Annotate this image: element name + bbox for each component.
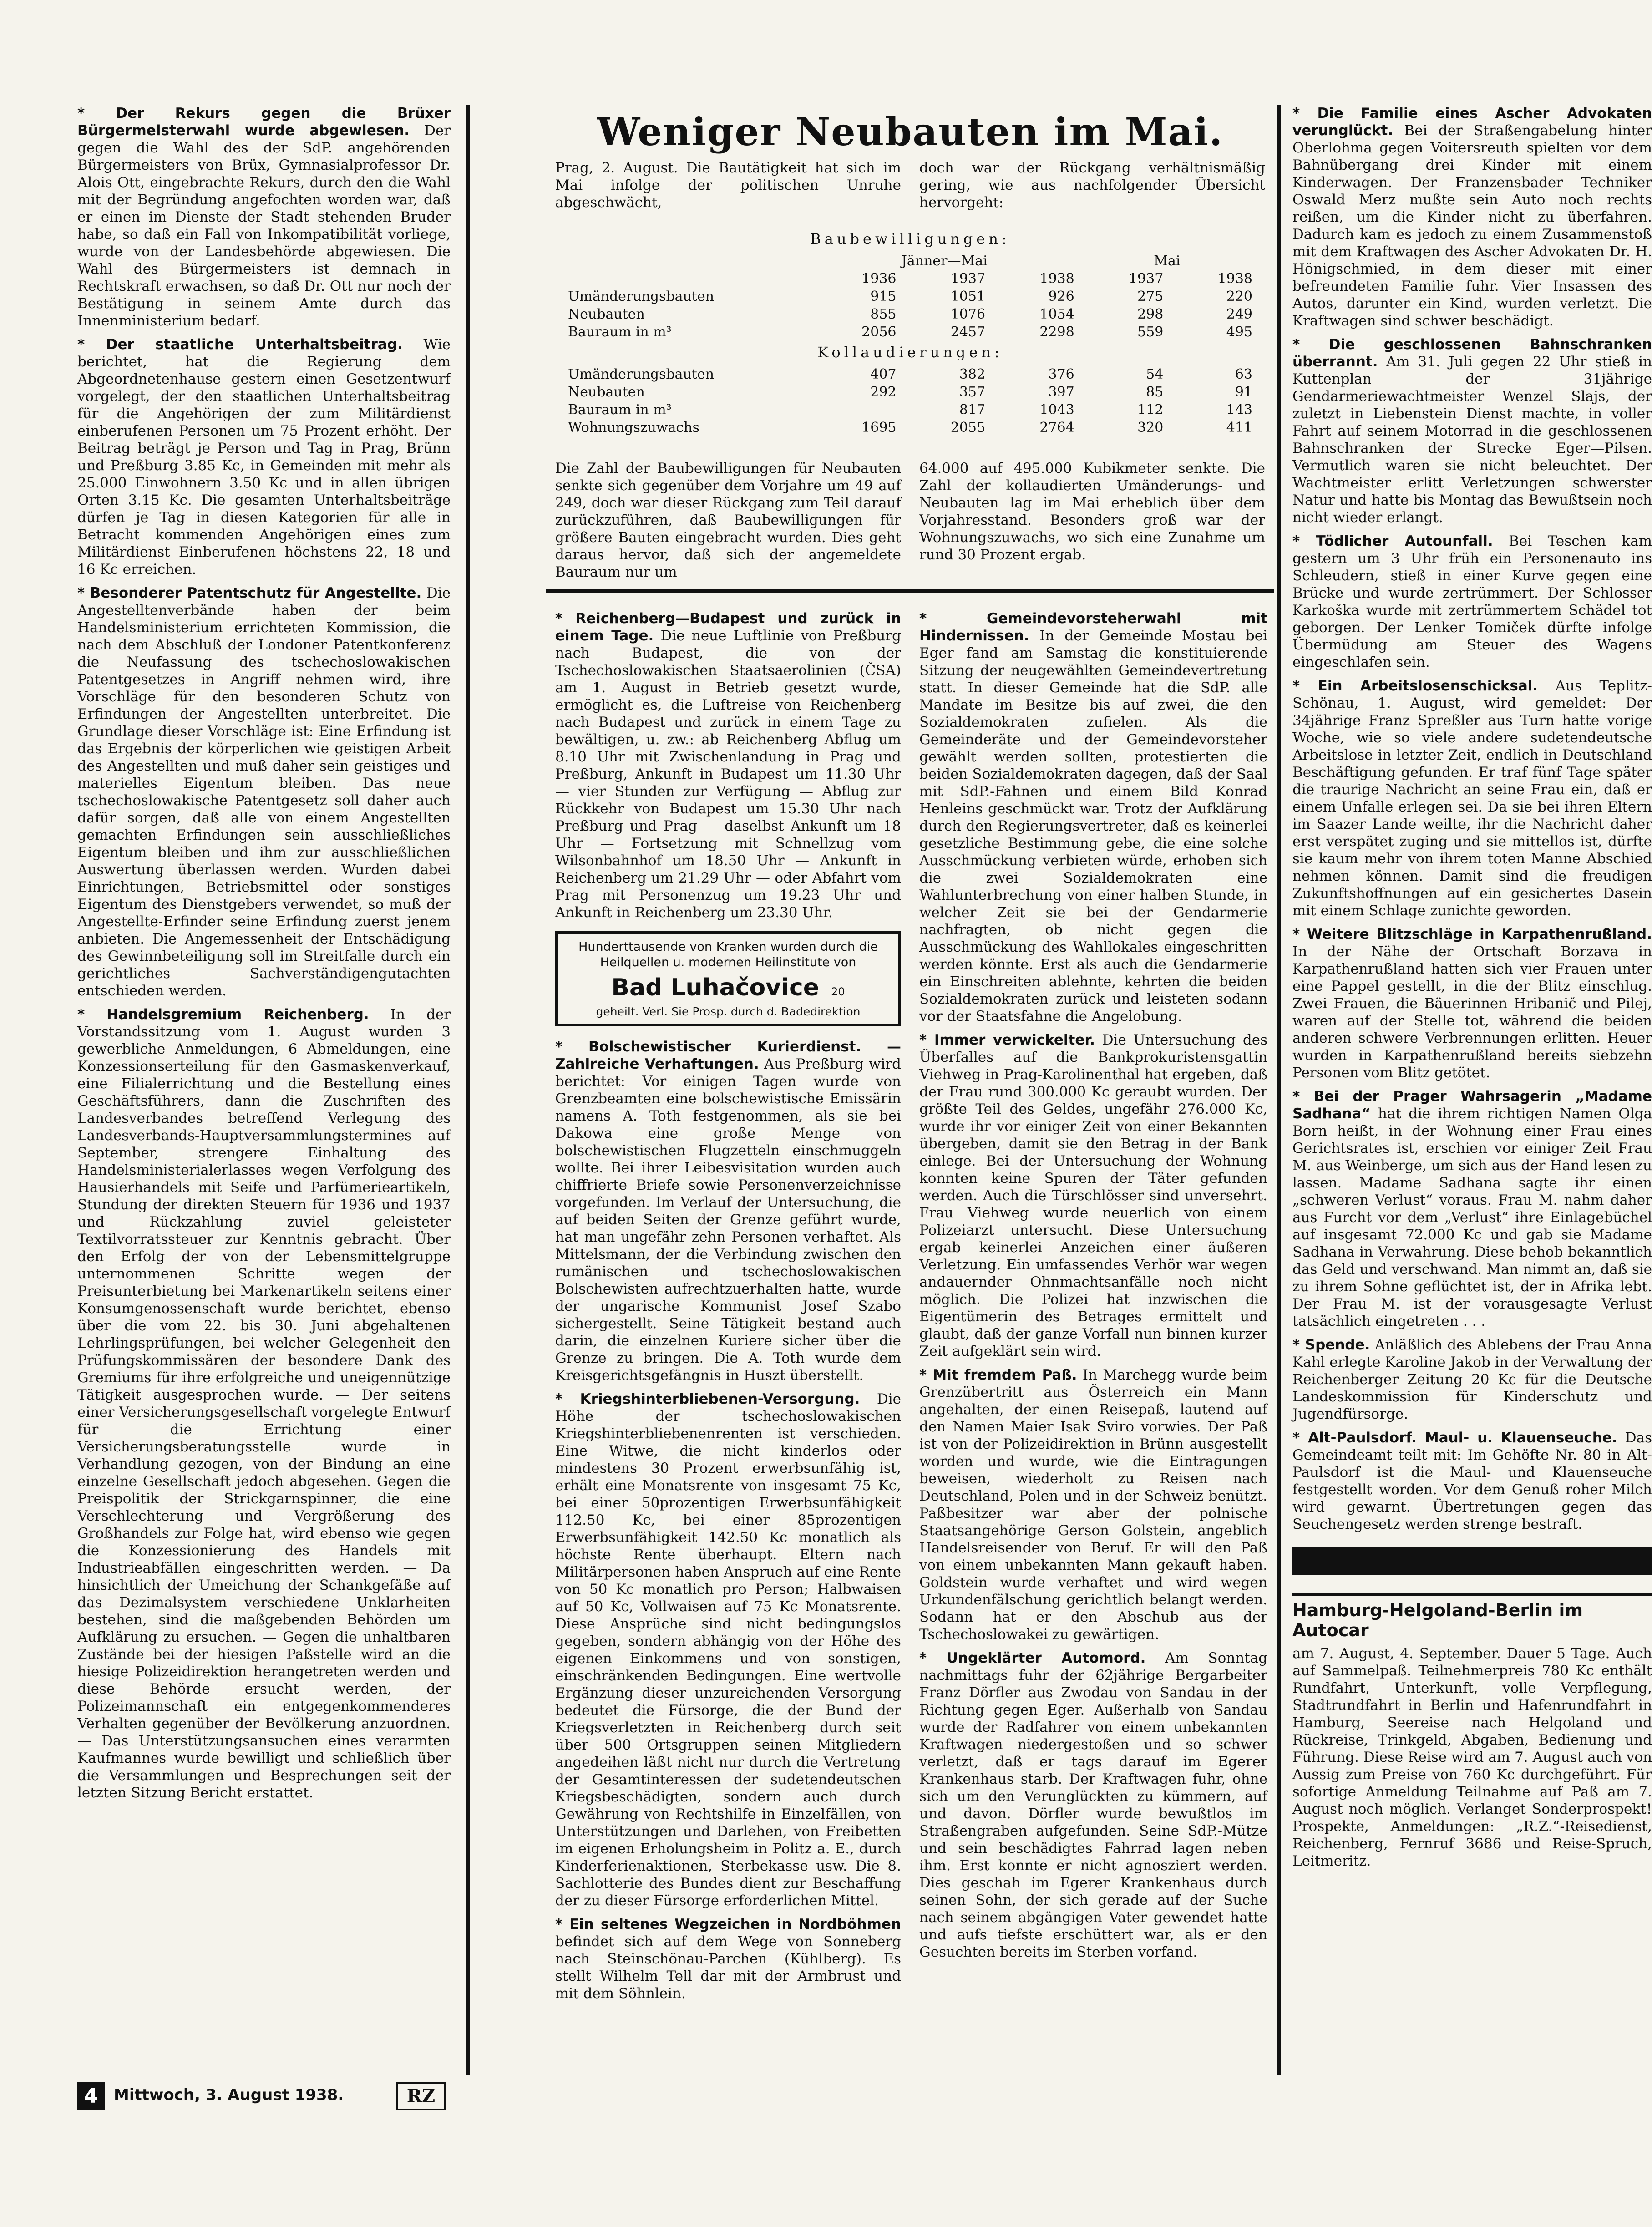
ad-name: [564, 974, 892, 1001]
ad-line-1: Hunderttausende von Kranken wurden durch die Heilquellen u. modernen Heilinstitute von: [578, 940, 878, 969]
article: [1292, 926, 1652, 1081]
black-bar: [1292, 1547, 1652, 1575]
article-headline: * Ungeklärter Automord.: [919, 1650, 1146, 1666]
article: [1292, 105, 1652, 330]
permits-table: [564, 252, 1256, 341]
table-row: Wohnungszuwachs 1695 2055 2764 320 411: [568, 420, 1252, 436]
article-text: Bei Teschen kam gestern um 3 Uhr früh ein Personenauto ins Schleudern, stieß in einer Kurve gegen eine Brücke und wurde zertrümmert. Der Schlosser Karkoška wurde mit zertrümmertem Schädel tot geborgen. Der Lenker Tomiček dürfte infolge Übermüdung am Steuer des Wagens eingeschlafen sein.: [1292, 533, 1652, 670]
article-text: Die Höhe der tschechoslowakischen Kriegshinterbliebenenrenten ist verschieden. Eine Witwe, die nicht kinderlos oder mindestens 30 Prozent erwerbsunfähig ist, erhält eine Monatsrente von insgesamt 75 Kc, bei einer 50prozentigen Erwerbsunfähigkeit 112.50 Kc, bei einer 85prozentigen Erwerbsunfähigkeit 142.50 Kc monatlich als höchste Rente überhaupt. Eltern nach Militärpersonen haben Anspruch auf eine Rente von 50 Kc monatlich pro Person; Halbwaisen auf 50 Kc, Vollwaisen auf 75 Kc Monatsrente. Diese Ansprüche sind nicht bedingungslos gegeben, sondern abhängig von der Höhe des eigenen Einkommens und von sonstigen, einschränkenden Bedingungen. Eine wertvolle Ergänzung dieser unzureichenden Versorgung bedeutet die Fürsorge, die der Bund der Kriegsverletzten in Reichenberg durch seit über 500 Ortsgruppen seinen Mitgliedern angedeihen läßt nicht nur durch die Vertretung der Gesamtinteressen der sudetendeutschen Kriegsbeschädigten, sondern auch durch Gewährung von Rechtshilfe in Einzelfällen, von Unterstützungen und Darlehen, von Freibetten im eigenen Erholungsheim in Politz a. E., durch Kinderferienaktionen, Sterbekasse usw. Die 8. Sachlotterie des Bundes dient zur Beschaffung der zu dieser Fürsorge erforderlichen Mittel.: [555, 1391, 902, 1909]
table-header-row: [564, 270, 1256, 288]
table-row: Umänderungsbauten 915 1051 926 275 220: [568, 289, 1252, 304]
article: [1292, 1336, 1652, 1423]
article-text: Anläßlich des Ablebens der Frau Anna Kahl erlegte Karoline Jakob in der Verwaltung der Reichenberger Zeitung 20 Kc für die Deutsche Landeskommission für Kinderschutz und Jugendfürsorge.: [1292, 1337, 1652, 1422]
trip-ad-text: am 7. August, 4. September. Dauer 5 Tage. Auch auf Sammelpaß. Teilnehmerpreis 780 Kc enthält Rundfahrt, Unterkunft, volle Verpflegung, Stadtrundfahrt in Berlin und Hafenrundfahrt in Hamburg, Seereise nach Helgoland und Rückreise, Trinkgeld, Abgaben, Bedienung und Führung. Diese Reise wird am 7. August auch von Aussig zum Preise von 760 Kc durchgeführt. Für sofortige Anmeldung Teilnahme auf Paß am 7. August noch möglich. Verlanget Sonderprospekt! Prospekte, Anmeldungen: „R.Z.“-Reisedienst, Reichenberg, Fernruf 3686 und Reise-Spruch, Leitmeritz.: [1292, 1645, 1652, 1869]
article-headline: * Weitere Blitzschläge in Karpathenrußland.: [1292, 926, 1652, 943]
group-header: Mai: [1154, 253, 1181, 269]
statistics-table: [555, 228, 1265, 436]
column-divider: [466, 105, 470, 2075]
article: [1292, 677, 1652, 919]
column-3: [919, 610, 1267, 2075]
article: [77, 336, 451, 578]
article-headline: * Die geschlossenen Bahnschranken überrannt.: [1292, 336, 1652, 370]
ad-line-3: geheilt. Verl. Sie Prosp. durch d. Badedirektion: [596, 1005, 861, 1018]
article-headline: * Besonderer Patentschutz für Angestellte.: [77, 585, 422, 601]
article-text: Die Untersuchung des Überfalles auf die Bankprokuristensgattin Viehweg in Prag-Karolinenthal hat ergeben, daß der Frau rund 300.000 Kc geraubt wurden. Der größte Teil des Geldes, ungefähr 276.000 Kc, wurde ihr vor einiger Zeit von einer Bekannten übergeben, damit sie den Betrag in der Bank einlege. Bei der Untersuchung der Wohnung konnten keine Spuren der Täter gefunden werden. Auch die Türschlösser sind unversehrt. Frau Viehweg wurde neuerlich von einem Polizeiarzt untersucht. Diese Untersuchung ergab keinerlei Anzeichen einer äußeren Verletzung. Ein umfassendes Verhör war wegen andauernder Ohnmachtsanfälle noch nicht möglich. Die Polizei hat inzwischen die Eigentümerin des Betrages ermittelt und glaubt, daß der ganze Vorfall nun binnen kurzer Zeit aufgeklärt sein wird.: [919, 1032, 1267, 1360]
article-text: befindet sich auf dem Wege von Sonneberg nach Steinschönau-Parchen (Kühlberg). Es stellt Wilhelm Tell dar mit der Armbrust und mit dem Söhnlein.: [555, 1933, 901, 2002]
article: [919, 610, 1267, 1025]
year-header: 1937: [950, 271, 986, 287]
issue-date: Mittwoch, 3. August 1938.: [114, 2086, 344, 2104]
stats-title-permits: Baubewilligungen:: [810, 230, 1010, 248]
article-headline: * Gemeindevorsteherwahl mit Hindernissen.: [919, 610, 1267, 644]
article-headline: * Handelsgremium Reichenberg.: [77, 1006, 369, 1023]
construction-report: [546, 105, 1274, 593]
article-text: Bei der Straßengabelung hinter Oberlohma gegen Voitersreuth spielten vor dem Bahnübergang drei Kinder mit einem Kinderwagen. Der Franzensbader Techniker Oswald Merz mußte sein Auto noch rechts reißen, um die Kinder nicht zu überfahren. Dadurch kam es jedoch zu einem Zusammenstoß mit dem Kraftwagen des Ascher Advokaten Dr. H. Hönigschmied, in dem dieser mit einer befreundeten Familie fuhr. Vier Insassen des Autos, darunter ein Kind, wurden verletzt. Die Kraftwagen sind schwer beschädigt.: [1292, 122, 1652, 329]
article: [555, 610, 901, 921]
article-headline: * Spende.: [1292, 1337, 1370, 1353]
article-text: Am Sonntag nachmittags fuhr der 62jährige Bergarbeiter Franz Dörfler aus Zwodau von Sandau in der Richtung gegen Eger. Außerhalb von Sandau wurde der Radfahrer von einem unbekannten Kraftwagen niedergestoßen und so schwer verletzt, daß er tags darauf im Egerer Krankenhaus starb. Der Kraftwagen fuhr, ohne sich um den Verunglückten zu kümmern, auf und davon. Dörfler wurde bewußtlos im Straßengraben aufgefunden. Seine SdP.-Mütze und sein beschädigtes Fahrrad lagen neben ihm. Erst konnte er nicht agnosziert werden. Dies geschah im Egerer Krankenhaus durch seinen Sohn, der sich gerade auf der Suche nach seinem abgängigen Vater gewendet hatte und aufs tiefste erschüttert war, als er den Gesuchten bereits im Sterben vorfand.: [919, 1650, 1267, 1960]
article: [1292, 336, 1652, 526]
table-row: Umänderungsbauten 407 382 376 54 63: [568, 366, 1252, 382]
article: [919, 1031, 1267, 1360]
column-2: [555, 610, 901, 2075]
article-headline: * Bei der Prager Wahrsagerin „Madame Sadhana“: [1292, 1088, 1652, 1122]
article-headline: * Mit fremdem Paß.: [919, 1367, 1077, 1383]
report-intro-right: doch war der Rückgang verhältnismäßig gering, wie aus nachfolgender Übersicht hervorgeht:: [919, 160, 1265, 211]
report-outro-left: Die Zahl der Baubewilligungen für Neubauten senkte sich gegenüber dem Vorjahre um 49 auf 249, doch war dieser Rückgang zum Teil darauf zurückzuführen, daß Baubewilligungen für größere Bauten eingebracht wurden. Dies geht daraus hervor, daß sich der angemeldete Bauraum nur um: [555, 460, 901, 580]
article: [919, 1649, 1267, 1961]
page-number: 4: [77, 2082, 105, 2110]
stats-title-inspections: Kollaudierungen:: [817, 344, 1003, 361]
inspections-table: [564, 365, 1256, 436]
advertisement-bad-luhacovice: [555, 931, 901, 1026]
trip-ad-title: Hamburg-Helgoland-Berlin im Autocar: [1292, 1593, 1652, 1640]
column-4: [1292, 105, 1652, 2075]
article-headline: * Ein seltenes Wegzeichen in Nordböhmen: [555, 1916, 901, 1933]
column-1: [77, 105, 451, 2075]
article: [77, 1006, 451, 1801]
article: [1292, 533, 1652, 671]
article: [1292, 1429, 1652, 1533]
year-header: 1936: [861, 271, 897, 287]
ad-name-text: Bad Luhačovice: [611, 974, 820, 1001]
newspaper-logo: RZ: [396, 2082, 446, 2110]
article-text: In der Gemeinde Mostau bei Eger fand am Samstag die konstituierende Sitzung der neugewählten Gemeindevertretung statt. In dieser Gemeinde hat die SdP. alle Mandate im Besitze bis auf zwei, die den Sozialdemokraten zufielen. Als die Gemeinderäte und der Gemeindevorsteher gewählt werden sollten, protestierten die beiden Sozialdemokraten dagegen, daß der Saal mit SdP.-Fahnen und einem Bild Konrad Henleins geschmückt war. Trotz der Aufklärung durch den Regierungsvertreter, daß es keinerlei gesetzliche Bestimmung gebe, die eine solche Ausschmückung verbieten würde, erhoben sich die zwei Sozialdemokraten eine Wahlunterbrechung von einer halben Stunde, in welcher Zeit sie bei der Gendarmerie nachfragten, ob nicht gegen die Ausschmückung des Wahllokales eingeschritten werden könnte. Erst als auch die Gendarmerie ein Einschreiten ablehnte, kehrten die beiden Sozialdemokraten zurück und leisteten sodann vor der Staatsfahne die Angelobung.: [919, 628, 1267, 1025]
column-divider: [1277, 105, 1281, 2075]
newspaper-page: [77, 105, 1652, 2108]
report-intro-left: Prag, 2. August. Die Bautätigkeit hat sich im Mai infolge der politischen Unruhe abgeschwächt,: [555, 160, 901, 211]
year-header: 1938: [1217, 271, 1252, 287]
article-text: Aus Teplitz-Schönau, 1. August, wird gemeldet: Der 34jährige Franz Spreßler aus Turn hatte vorige Woche, wie so viele andere sudetendeutsche Arbeitslose in letzter Zeit, endlich in Deutschland Beschäftigung gefunden. Er traf fünf Tage später die traurige Nachricht an seine Frau ein, daß er einem Unfalle erlegen sei. Da sie bei ihren Eltern im Saazer Lande weilte, ihr die Nachricht daher erst verspätet zuging und sie mittellos ist, dürfte sie kaum mehr von ihrem toten Manne Abschied nehmen können. Damit sind die freudigen Zukunftshoffnungen auf ein gesichertes Dasein mit einem Schlage zunichte geworden.: [1292, 678, 1652, 919]
article-headline: * Tödlicher Autounfall.: [1292, 533, 1493, 549]
article-text: Die Angestelltenverbände haben der beim Handelsministerium errichteten Kommission, die nach dem Abschluß der Londoner Patentkonferenz die Neufassung des tschechoslowakischen Patentgesetzes in Angriff nehmen wird, ihre Vorschläge für den besonderen Schutz von Erfindungen der Angestellten unterbreitet. Die Grundlage dieser Vorschläge ist: Eine Erfindung ist das Ergebnis der körperlichen wie geistigen Arbeit des Angestellten und muß daher sein geistiges und materielles Eigentum bleiben. Das neue tschechoslowakische Patentgesetz soll daher auch dafür sorgen, daß alle von einem Angestellten gemachten Erfindungen sein ausschließliches Eigentum bleiben und ihm zur ausschließlichen Auswertung überlassen werden. Wurden dabei Einrichtungen, Betriebsmittel oder sonstiges Eigentum des Dienstgebers verwendet, so muß der Angestellte-Erfinder seine Erfindung zuerst jenem anbieten. Die Angemessenheit der Entschädigung des Gewinnbeteiligung soll im Streitfalle durch ein gerichtliches Sachverständigengutachten entschieden werden.: [77, 585, 451, 999]
report-outro-right: 64.000 auf 495.000 Kubikmeter senkte. Die Zahl der kollaudierten Umänderungs- und Neubauten lag im Mai erheblich über dem Vorjahresstand. Besonders groß war der Wohnungszuwachs, wo sich eine Zunahme um rund 30 Prozent ergab.: [919, 460, 1265, 563]
year-header: 1937: [1128, 271, 1164, 287]
main-headline: Weniger Neubauten im Mai.: [597, 109, 1224, 154]
article: [77, 584, 451, 999]
article-headline: * Die Familie eines Ascher Advokaten verunglückt.: [1292, 105, 1652, 139]
group-header: Jänner—Mai: [901, 253, 988, 269]
article-text: Der gegen die Wahl des der SdP. angehörenden Bürgermeisters von Brüx, Gymnasialprofessor Dr. Alois Ott, eingebrachte Rekurs, durch den die Wahl mit der Begründung angefochten worden war, daß er einen im Dienste der Stadt stehenden Bruder habe, so daß ein Fall von Inkompatibilität vorliege, wurde von der Landesbehörde abgewiesen. Die Wahl des Bürgermeisters ist demnach in Rechtskraft erwachsen, so daß Dr. Ott nur noch der Bestätigung in seinem Amte durch das Innenministerium bedarf.: [77, 122, 451, 329]
article-text: Wie berichtet, hat die Regierung dem Abgeordnetenhause gestern einen Gesetzentwurf vorgelegt, der den staatlichen Unterhaltsbeitrag für die Angehörigen der zum Militärdienst einberufenen Personen um 75 Prozent erhöht. Der Beitrag beträgt je Person und Tag in Prag, Brünn und Preßburg 3.85 Kc, in Gemeinden mit mehr als 25.000 Einwohnern 3.50 Kc und in allen übrigen Orten 3.15 Kc. Die gesamten Unterhaltsbeiträge dürfen je Tag in diesen Kategorien für alle in Betracht kommenden Angehörigen eines zum Militärdienst Einberufenen höchstens 22, 18 und 16 Kc erreichen.: [77, 336, 451, 578]
page-footer: [77, 2082, 469, 2112]
article-text: hat die ihrem richtigen Namen Olga Born heißt, in der Wohnung einer Frau eines Gerichtsrates ist, erschien vor einiger Zeit Frau M. aus Weinberge, um sich aus der Hand lesen zu lassen. Madame Sadhana sagte ihr einen „schweren Verlust“ voraus. Frau M. nahm daher aus Furcht vor dem „Verlust“ ihre Einlagebüchel auf insgesamt 72.000 Kc und gab sie Madame Sadhana in Verwahrung. Diese behob bekanntlich das Geld und verschwand. Man nimmt an, daß sie zu ihrem Sohne geflüchtet ist, der in Afrika lebt. Der Frau M. ist der vorausgesagte Verlust tatsächlich eingetreten . . .: [1292, 1106, 1652, 1329]
article-headline: * Reichenberg—Budapest und zurück in einem Tage.: [555, 610, 901, 644]
table-row: Bauraum in m³ 817 1043 112 143: [568, 402, 1252, 418]
article-text: Die neue Luftlinie von Preßburg nach Budapest, die von der Tschechoslowakischen Staatsaerolinien (ČSA) am 1. August in Betrieb gesetzt wurde, ermöglicht es, die Luftreise von Reichenberg nach Budapest und zurück in einem Tage zu bewältigen, u. zw.: ab Reichenberg Abflug um 8.10 Uhr mit Zwischenlandung in Prag und Preßburg, Ankunft in Budapest um 11.30 Uhr — vier Stunden zur Verfügung — Abflug zur Rückkehr von Budapest um 15.30 Uhr nach Preßburg und Prag — daselbst Ankunft um 18 Uhr — Fortsetzung mit Schnellzug vom Wilsonbahnhof um 18.50 Uhr — Ankunft in Reichenberg um 21.29 Uhr — oder Abfahrt vom Prag mit Personenzug um 19.23 Uhr und Ankunft in Reichenberg um 23.30 Uhr.: [555, 628, 901, 921]
article-text: Am 31. Juli gegen 22 Uhr stieß in Kuttenplan der 31jährige Gendarmeriewachtmeister Wenzel Slajs, der zuletzt in Liebenstein Dienst machte, in voller Fahrt auf seinem Motorrad in die geschlossenen Bahnschranken der Strecke Eger—Pilsen. Vermutlich waren sie nicht beleuchtet. Der Wachtmeister erlitt Verletzungen schwerster Natur und hatte bis Montag das Bewußtsein noch nicht wieder erlangt.: [1292, 354, 1652, 526]
table-row: Bauraum in m³ 2056 2457 2298 559 495: [568, 324, 1252, 340]
article-headline: * Immer verwickelter.: [919, 1032, 1095, 1048]
ad-code: 20: [831, 985, 845, 998]
table-row: Neubauten 855 1076 1054 298 249: [568, 306, 1252, 322]
article-headline: * Alt-Paulsdorf. Maul- u. Klauenseuche.: [1292, 1430, 1617, 1446]
article-headline: * Ein Arbeitslosenschicksal.: [1292, 678, 1538, 694]
article-text: In der Nähe der Ortschaft Borzava in Karpathenrußland hatten sich vier Frauen unter eine Pappel gestellt, in die der Blitz einschlug. Zwei Frauen, die Bäuerinnen Hribanič und Pilej, waren auf der Stelle tot, während die beiden anderen schwere Verbrennungen erlitten. Heuer wurden in Karpathenrußland bereits siebzehn Personen vom Blitz getötet.: [1292, 944, 1652, 1081]
article: [555, 1038, 901, 1384]
article-text: In Marchegg wurde beim Grenzübertritt aus Österreich ein Mann angehalten, der einen Reisepaß, lautend auf den Namen Maier Isak Sviro vorwies. Der Paß ist von der Polizeidirektion in Brünn ausgestellt worden und wurde, wie die Eintragungen beweisen, wiederholt zu Reisen nach Deutschland, Polen und in der Schweiz benützt. Paßbesitzer war aber der polnische Staatsangehörige Gerson Golstein, angeblich Handelsreisender von Beruf. Er will den Paß von einem unbekannten Mann gekauft haben. Goldstein wurde verhaftet und wird wegen Urkundenfälschung gerichtlich belangt werden. Sodann hat er den Abschub aus der Tschechoslowakei zu gewärtigen.: [919, 1367, 1268, 1643]
article-text: Aus Preßburg wird berichtet: Vor einigen Tagen wurde von Grenzbeamten eine bolschewistische Emissärin namens A. Toth festgenommen, als sie bei Dakowa eine große Menge von bolschewistischen Flugzetteln einschmuggeln wollte. Bei ihrer Leibesvisitation wurden auch chiffrierte Briefe sowie Personenverzeichnisse vorgefunden. Im Verlauf der Untersuchung, die auf beiden Seiten der Grenze geführt wurde, hat man ungefähr zehn Personen verhaftet. Als Mittelsmann, der die Verbindung zwischen den rumänischen und tschechoslowakischen Bolschewisten aufrechtzuerhalten hatte, wurde der ungarische Kommunist Josef Szabo sichergestellt. Seine Tätigkeit bestand auch darin, die einzelnen Kuriere sicher über die Grenze zu bringen. Die A. Toth wurde dem Kreisgerichtsgefängnis in Huszt überstellt.: [555, 1056, 901, 1384]
article-text: Das Gemeindeamt teilt mit: Im Gehöfte Nr. 80 in Alt-Paulsdorf ist die Maul- und Klauenseuche festgestellt worden. Vor dem Genuß roher Milch wird gewarnt. Übertretungen gegen das Seuchengesetz werden strenge bestraft.: [1292, 1430, 1652, 1532]
article-headline: * Der Rekurs gegen die Brüxer Bürgermeisterwahl wurde abgewiesen.: [77, 105, 451, 139]
article: [1292, 1088, 1652, 1330]
table-header-row: [564, 252, 1256, 270]
article: [555, 1390, 901, 1909]
article-headline: * Bolschewistischer Kurierdienst. — Zahlreiche Verhaftungen.: [555, 1039, 901, 1072]
article-headline: * Kriegshinterbliebenen-Versorgung.: [555, 1391, 860, 1407]
article: [555, 1916, 901, 2002]
article: [919, 1366, 1267, 1643]
article-headline: * Der staatliche Unterhaltsbeitrag.: [77, 336, 403, 353]
year-header: 1938: [1039, 271, 1074, 287]
table-row: Neubauten 292 357 397 85 91: [568, 384, 1252, 400]
article: [77, 105, 451, 330]
article-text: In der Vorstandssitzung vom 1. August wurden 3 gewerbliche Anmeldungen, 6 Abmeldungen, eine Konzessionserteilung für den Gasmaskenverkauf, eine Filialerrichtung und die Bestellung eines Geschäftsführers, dann die Zuschriften des Landesverbandes betreffend Verlegung des Landesverbands-Hauptversammlungstermines auf September, strengere Einhaltung des Handelsministerialerlasses wegen Verfolgung des Hausierhandels mit Seife und Parfümerieartikeln, Stundung der direkten Steuern für 1936 und 1937 und Rückzahlung zuviel geleisteter Textilvorratssteuer zur Kenntnis gebracht. Über den Erfolg der von der Lebensmittelgruppe unternommenen Schritte wegen der Preisunterbietung bei Markenartikeln seitens einer Konsumgenossenschaft wurde berichtet, ebenso über die vom 22. bis 30. Juni abgehaltenen Lehrlingsprüfungen, bei welcher Gelegenheit den Prüfungskommissären der besondere Dank des Gremiums für ihre erfolgreiche und uneigennützige Tätigkeit ausgesprochen wurde. — Der seitens einer Versicherungsgesellschaft vorgelegte Entwurf für die Errichtung einer Versicherungsberatungsstelle wurde in Verhandlung gezogen, von der Bindung an eine einzelne Gesellschaft jedoch abgesehen. Gegen die Preispolitik der Strickgarnspinner, die eine Verschlechterung und Vergrößerung des Großhandels zur Folge hat, wird ebenso wie gegen die Konzessionierung des Handels mit Industrieabfällen eingeschritten werden. — Da hinsichtlich der Umeichung der Schankgefäße auf das Dezimalsystem verschiedene Unklarheiten bestehen, sind die maßgebenden Behörden um Aufklärung zu ersuchen. — Gegen die unhaltbaren Zustände bei der hiesigen Paßstelle wird an die hiesige Polizeidirektion herangetreten werden und diese Behörde ersucht werden, der Polizeimannschaft ein entgegenkommenderes Verhalten gegenüber der Bevölkerung anzuordnen. — Das Unterstützungsansuchen eines verarmten Kaufmannes wurde bewilligt und schließlich über die Versammlungen und Besprechungen seit der letzten Sitzung Bericht erstattet.: [77, 1006, 451, 1801]
